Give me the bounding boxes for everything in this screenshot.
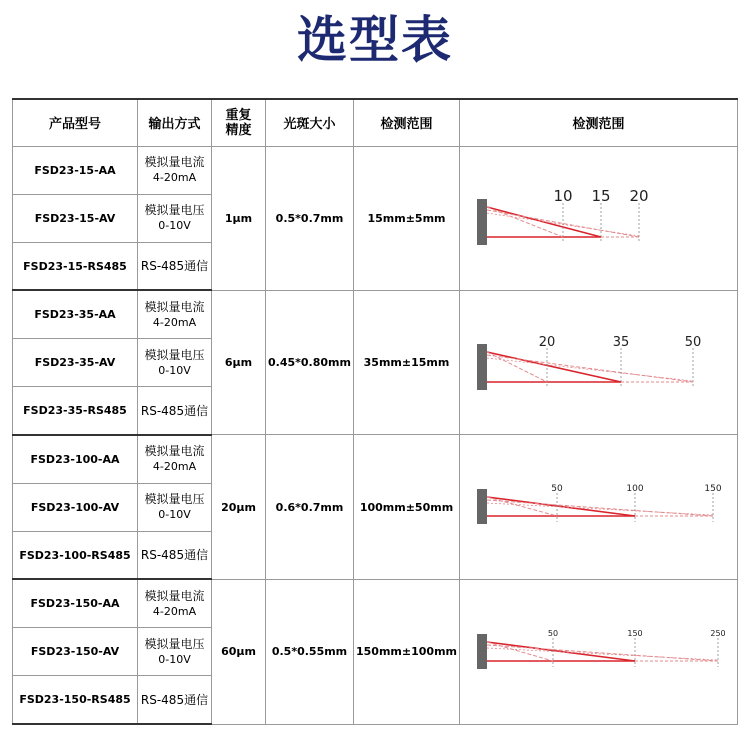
distance-label: 10	[552, 187, 573, 206]
output-range: 0-10V	[158, 219, 191, 233]
header-accuracy	[212, 99, 266, 146]
distance-label: 150	[703, 484, 722, 495]
distance-label: 50	[550, 484, 563, 495]
range-diagram	[463, 581, 735, 723]
distance-label: 15	[590, 187, 611, 206]
range-value: 35mm±15mm	[354, 290, 460, 434]
output-label: RS-485通信	[140, 403, 209, 418]
output-range: 4-20mA	[152, 171, 197, 185]
model-name: FSD23-15-RS485	[13, 242, 138, 290]
model-name: FSD23-15-AV	[13, 194, 138, 242]
model-name: FSD23-100-AV	[13, 483, 138, 531]
range-diagram	[463, 436, 735, 578]
center-beam	[487, 642, 635, 661]
sensor-block	[477, 634, 487, 669]
distance-label: 35	[612, 334, 629, 350]
center-beam	[487, 497, 635, 516]
selection-table	[12, 98, 738, 725]
output-range: 0-10V	[158, 508, 191, 522]
output-label: 模拟量电压	[144, 492, 205, 507]
model-name: FSD23-150-AA	[13, 579, 138, 627]
output-type	[138, 242, 212, 290]
near-beam	[487, 497, 557, 516]
accuracy-value: 20μm	[212, 435, 266, 579]
output-label: 模拟量电流	[144, 444, 205, 459]
range-diagram-cell	[460, 146, 738, 290]
distance-label: 20	[628, 187, 649, 206]
accuracy-value: 60μm	[212, 579, 266, 724]
output-type	[138, 435, 212, 483]
header-model: 产品型号	[13, 99, 138, 146]
output-label: 模拟量电压	[144, 203, 205, 218]
output-range: 0-10V	[158, 363, 191, 377]
output-type	[138, 194, 212, 242]
sensor-block	[477, 199, 487, 245]
distance-label: 150	[626, 628, 643, 638]
model-name: FSD23-150-AV	[13, 628, 138, 676]
center-beam	[487, 352, 621, 382]
far-beam-return	[487, 648, 718, 660]
output-type	[138, 146, 212, 194]
output-label: RS-485通信	[140, 548, 209, 563]
output-type	[138, 290, 212, 338]
output-label: 模拟量电压	[144, 347, 205, 362]
spot-size-value: 0.45*0.80mm	[266, 290, 354, 434]
distance-label: 250	[709, 628, 726, 638]
model-name: FSD23-100-RS485	[13, 531, 138, 579]
output-label: RS-485通信	[140, 259, 209, 274]
near-beam	[487, 207, 563, 237]
output-type	[138, 387, 212, 435]
output-label: 模拟量电压	[144, 636, 205, 651]
model-name: FSD23-35-AV	[13, 339, 138, 387]
header-accuracy-line2: 精度	[225, 122, 252, 138]
table-row	[13, 290, 738, 338]
distance-label: 20	[538, 334, 555, 350]
range-value: 15mm±5mm	[354, 146, 460, 290]
spot-size-value: 0.6*0.7mm	[266, 435, 354, 579]
header-accuracy-line1: 重复	[225, 107, 252, 123]
output-type	[138, 531, 212, 579]
table-row	[13, 435, 738, 483]
header-range: 检测范围	[354, 99, 460, 146]
spot-size-value: 0.5*0.55mm	[266, 579, 354, 724]
output-label: 模拟量电流	[144, 588, 205, 603]
range-diagram	[463, 147, 735, 289]
sensor-block	[477, 344, 487, 390]
output-range: 4-20mA	[152, 315, 197, 329]
output-type	[138, 676, 212, 724]
header-diagram: 检测范围	[460, 99, 738, 146]
model-name: FSD23-150-RS485	[13, 676, 138, 724]
table-row	[13, 146, 738, 194]
distance-label: 100	[625, 484, 644, 495]
output-type	[138, 579, 212, 627]
distance-label: 50	[547, 628, 558, 638]
range-diagram	[463, 292, 735, 434]
header-spot: 光斑大小	[266, 99, 354, 146]
range-value: 100mm±50mm	[354, 435, 460, 579]
output-range: 4-20mA	[152, 460, 197, 474]
accuracy-value: 6μm	[212, 290, 266, 434]
model-name: FSD23-35-AA	[13, 290, 138, 338]
output-range: 0-10V	[158, 652, 191, 666]
range-value: 150mm±100mm	[354, 579, 460, 724]
header-output: 输出方式	[138, 99, 212, 146]
output-label: 模拟量电流	[144, 299, 205, 314]
far-beam-return	[487, 503, 713, 515]
spot-size-value: 0.5*0.7mm	[266, 146, 354, 290]
header-row	[13, 99, 738, 146]
model-name: FSD23-100-AA	[13, 435, 138, 483]
far-beam-return	[487, 358, 693, 381]
model-name: FSD23-15-AA	[13, 146, 138, 194]
table-row	[13, 579, 738, 627]
output-label: 模拟量电流	[144, 155, 205, 170]
sensor-block	[477, 489, 487, 524]
output-range: 4-20mA	[152, 604, 197, 618]
output-type	[138, 339, 212, 387]
accuracy-value: 1μm	[212, 146, 266, 290]
range-diagram-cell	[460, 579, 738, 724]
model-name: FSD23-35-RS485	[13, 387, 138, 435]
range-diagram-cell	[460, 290, 738, 434]
output-label: RS-485通信	[140, 692, 209, 707]
distance-label: 50	[684, 334, 701, 350]
output-type	[138, 483, 212, 531]
near-beam	[487, 642, 553, 661]
range-diagram-cell	[460, 435, 738, 579]
page-title: 选型表	[297, 11, 453, 69]
output-type	[138, 628, 212, 676]
